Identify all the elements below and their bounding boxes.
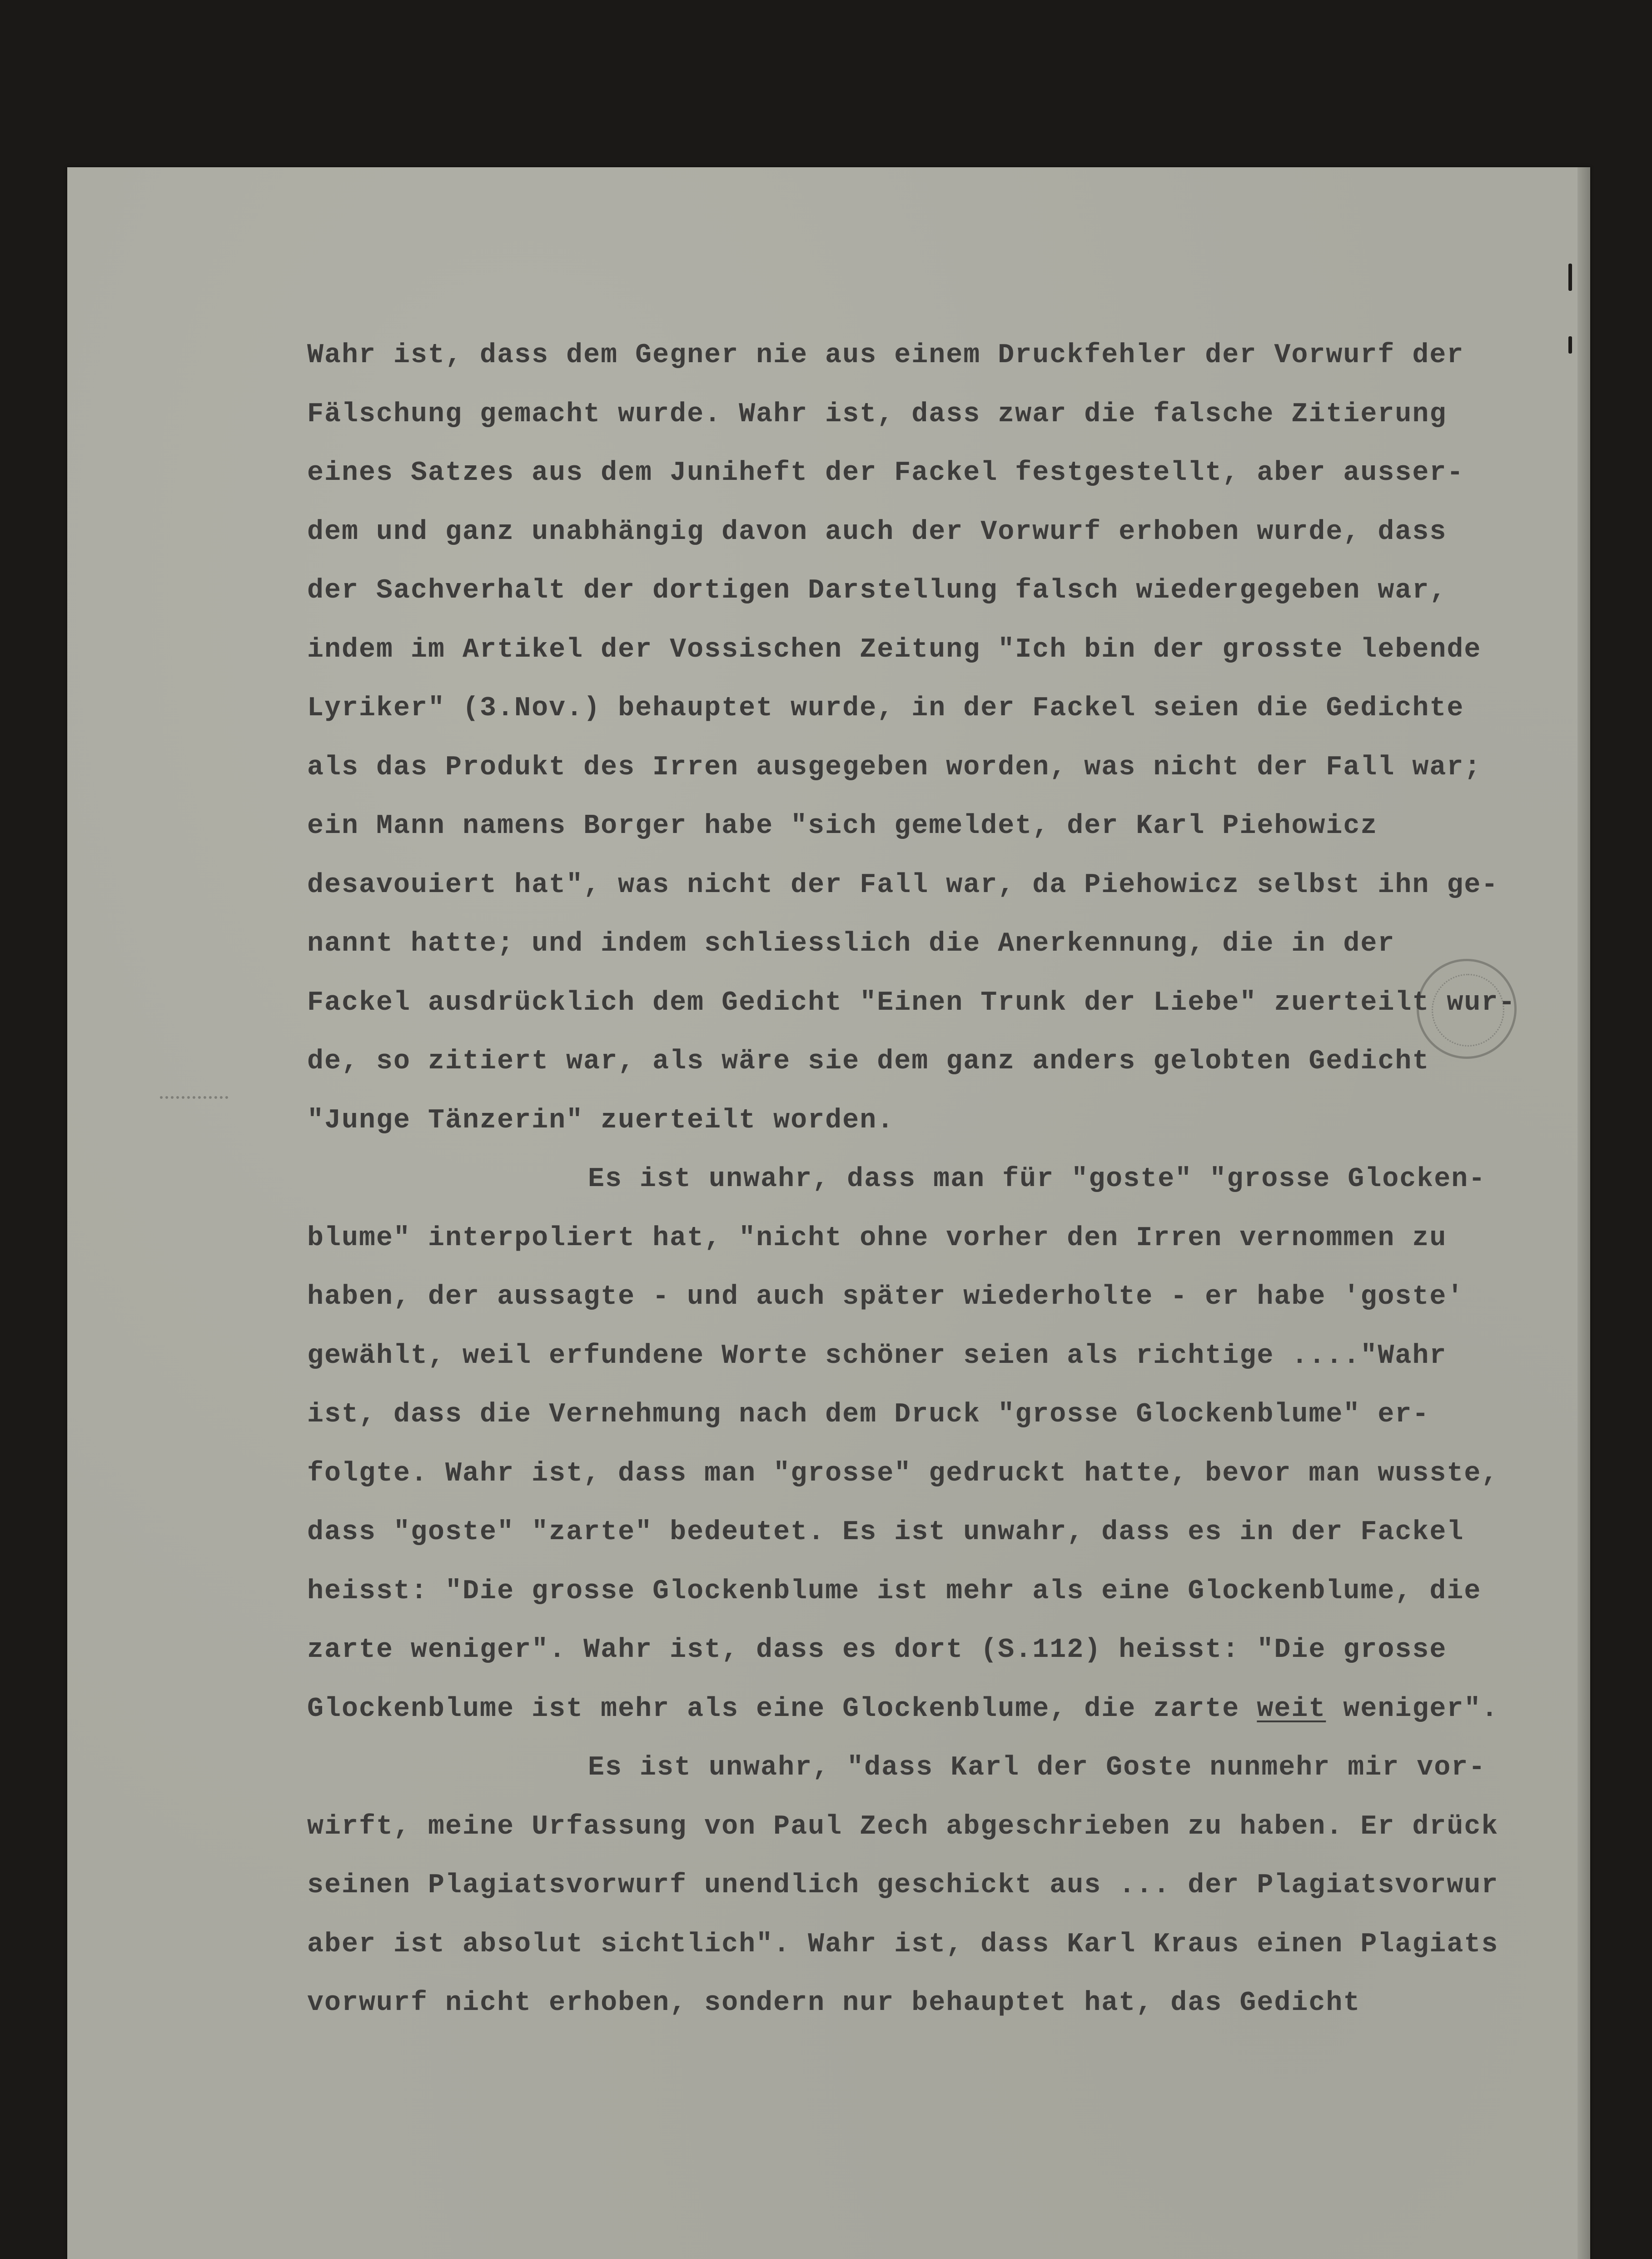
text-line: nannt hatte; und indem schliesslich die Anerkennung, die in der [307,928,1395,959]
text-line: Lyriker" (3.Nov.) behauptet wurde, in der Fackel seien die Gedichte [307,693,1464,724]
text-line: zarte weniger". Wahr ist, dass es dort (S.112) heisst: "Die grosse [307,1635,1447,1666]
text-line: wirft, meine Urfassung von Paul Zech abgeschrieben zu haben. Er drück [307,1811,1499,1842]
text-line: der Sachverhalt der dortigen Darstellung falsch wiedergegeben war, [307,575,1447,606]
text-line: indem im Artikel der Vossischen Zeitung "Ich bin der grosste lebende [307,634,1482,665]
text-line: dem und ganz unabhängig davon auch der Vorwurf erhoben wurde, dass [307,516,1447,548]
text-line: aber ist absolut sichtlich". Wahr ist, dass Karl Kraus einen Plagiats [307,1929,1499,1960]
text-line: haben, der aussagte - und auch später wiederholte - er habe 'goste' [307,1282,1464,1312]
text-line-with-underline: Glockenblume ist mehr als eine Glockenblume, die zarte weit weniger". [307,1693,1499,1725]
text-line: dass "goste" "zarte" bedeutet. Es ist unwahr, dass es in der Fackel [307,1517,1464,1548]
text-line: vorwurf nicht erhoben, sondern nur behauptet hat, das Gedicht [307,1988,1361,2019]
text-line-indented: Es ist unwahr, dass man für "goste" "grosse Glocken- [588,1164,1486,1195]
text-line: als das Produkt des Irren ausgegeben worden, was nicht der Fall war; [307,752,1482,783]
text-line: Wahr ist, dass dem Gegner nie aus einem Druckfehler der Vorwurf der [307,340,1464,371]
text-line: seinen Plagiatsvorwurf unendlich geschickt aus ... der Plagiatsvorwur [307,1870,1499,1901]
text-line: ein Mann namens Borger habe "sich gemeldet, der Karl Piehowicz [307,811,1378,842]
text-line: folgte. Wahr ist, dass man "grosse" gedruckt hatte, bevor man wusste, [307,1458,1499,1489]
text-line: Fackel ausdrücklich dem Gedicht "Einen Trunk der Liebe" zuerteilt wur- [307,987,1516,1018]
text-line: ist, dass die Vernehmung nach dem Druck "grosse Glockenblume" er- [307,1399,1430,1430]
text-line: heisst: "Die grosse Glockenblume ist mehr als eine Glockenblume, die [307,1576,1482,1607]
text-line-indented: Es ist unwahr, "dass Karl der Goste nunmehr mir vor- [588,1752,1486,1783]
text-line: de, so zitiert war, als wäre sie dem ganz anders gelobten Gedicht [307,1046,1430,1077]
page-right-edge [1577,167,1590,2259]
text-line: gewählt, weil erfundene Worte schöner seien als richtige ...."Wahr [307,1340,1447,1371]
text-line: desavouiert hat", was nicht der Fall war, da Piehowicz selbst ihn ge- [307,869,1499,901]
text-line: Fälschung gemacht wurde. Wahr ist, dass zwar die falsche Zitierung [307,399,1447,430]
underlined-word: weit [1257,1693,1326,1725]
text-line: eines Satzes aus dem Juniheft der Fackel festgestellt, aber ausser- [307,458,1464,489]
margin-mark-top [1568,264,1572,291]
text-line: "Junge Tänzerin" zuerteilt worden. [307,1105,895,1136]
margin-dots [160,1096,228,1103]
text-line: blume" interpoliert hat, "nicht ohne vorher den Irren vernommen zu [307,1222,1447,1254]
document-body [307,326,1579,2033]
